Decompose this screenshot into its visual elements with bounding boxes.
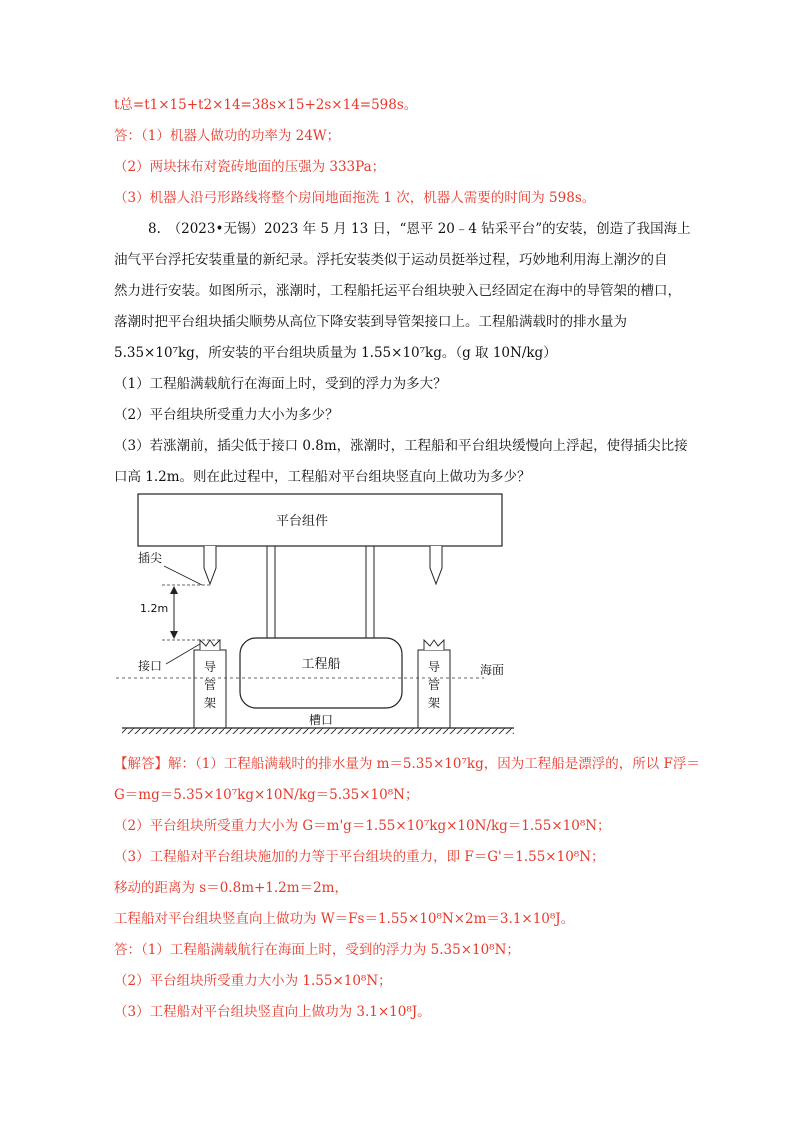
engineering-ship bbox=[240, 638, 402, 708]
right-guide-char-2: 管 bbox=[427, 678, 441, 692]
left-guide-char-1: 导 bbox=[203, 660, 217, 674]
problem-8-line-2: 油气平台浮托安装重量的新纪录。浮托安装类似于运动员挺举过程，巧妙地利用海上潮汐的自 bbox=[114, 252, 668, 268]
question-1: （1）工程船满载航行在海面上时，受到的浮力为多大？ bbox=[114, 376, 447, 392]
question-3-line-2: 口高 1.2m。则在此过程中，工程船对平台组块竖直向上做功为多少？ bbox=[114, 469, 531, 485]
platform-module-label: 平台组件 bbox=[275, 514, 329, 529]
seabed-hatch bbox=[122, 728, 514, 734]
final-answer-3: （3）工程船对平台组块竖直向上做功为 3.1×10⁸J。 bbox=[114, 1004, 431, 1020]
problem-8-line-1: 8. （2023•无锡）2023 年 5 月 13 日，“恩平 20﹣4 钻采平台”的安装，创造了我国海上 bbox=[148, 221, 691, 237]
left-tip bbox=[204, 546, 216, 584]
solution-1-line-2: G＝mg＝5.35×10⁷kg×10N/kg＝5.35×10⁸N； bbox=[114, 787, 419, 803]
right-guide-char-3: 架 bbox=[427, 696, 441, 710]
right-tip bbox=[430, 546, 442, 584]
slot-label: 槽口 bbox=[308, 713, 334, 727]
solution-2: （2）平台组块所受重力大小为 G＝m'g＝1.55×10⁷kg×10N/kg＝1.55×10⁸N； bbox=[114, 818, 611, 834]
problem-8-line-4: 落潮时把平台组块插尖顺势从高位下降安装到导管架接口上。工程船满载时的排水量为 bbox=[114, 314, 627, 330]
final-answer-2: （2）平台组块所受重力大小为 1.55×10⁸N； bbox=[114, 973, 392, 989]
answer-3-time: （3）机器人沿弓形路线将整个房间地面拖洗 1 次，机器人需要的时间为 598s。 bbox=[114, 190, 596, 206]
left-guide-char-2: 管 bbox=[203, 678, 217, 692]
right-port bbox=[424, 640, 444, 650]
platform-installation-diagram bbox=[112, 484, 532, 734]
answer-2-pressure: （2）两块抹布对瓷砖地面的压强为 333Pa； bbox=[114, 159, 386, 175]
port-label: 接口 bbox=[138, 659, 163, 673]
answer-1-power: 答：（1）机器人做功的功率为 24W； bbox=[114, 128, 341, 144]
solution-1-line-1: 【解答】解：（1）工程船满载时的排水量为 m＝5.35×10⁷kg，因为工程船是漂浮的，所以 F浮＝ bbox=[114, 756, 700, 772]
left-guide-char-3: 架 bbox=[203, 696, 217, 710]
solution-3: （3）工程船对平台组块施加的力等于平台组块的重力，即 F＝G'＝1.55×10⁸N； bbox=[114, 849, 605, 865]
ship-label: 工程船 bbox=[301, 657, 341, 672]
solution-work: 工程船对平台组块竖直向上做功为 W＝Fs＝1.55×10⁸N×2m＝3.1×10⁸J。 bbox=[114, 911, 575, 927]
problem-8-line-3: 然力进行安装。如图所示，涨潮时，工程船托运平台组块驶入已经固定在海中的导管架的槽口， bbox=[114, 283, 681, 299]
question-3-line-1: （3）若涨潮前，插尖低于接口 0.8m，涨潮时，工程船和平台组块缓慢向上浮起，使得插尖比接 bbox=[114, 438, 688, 454]
tip-label: 插尖 bbox=[138, 551, 163, 565]
distance-label: 1.2m bbox=[140, 602, 169, 615]
left-port bbox=[200, 640, 220, 650]
question-2: （2）平台组块所受重力大小为多少？ bbox=[114, 407, 339, 423]
right-guide-char-1: 导 bbox=[427, 660, 441, 674]
solution-distance: 移动的距离为 s＝0.8m+1.2m＝2m， bbox=[114, 880, 348, 896]
final-answer-1: 答：（1）工程船满载航行在海面上时，受到的浮力为 5.35×10⁸N； bbox=[114, 942, 520, 958]
sea-label: 海面 bbox=[480, 663, 505, 677]
problem-8-line-5: 5.35×10⁷kg，所安装的平台组块质量为 1.55×10⁷kg。（g 取 10N/kg） bbox=[114, 345, 557, 361]
total-time-formula: t总=t1×15+t2×14=38s×15+2s×14=598s。 bbox=[114, 97, 418, 113]
